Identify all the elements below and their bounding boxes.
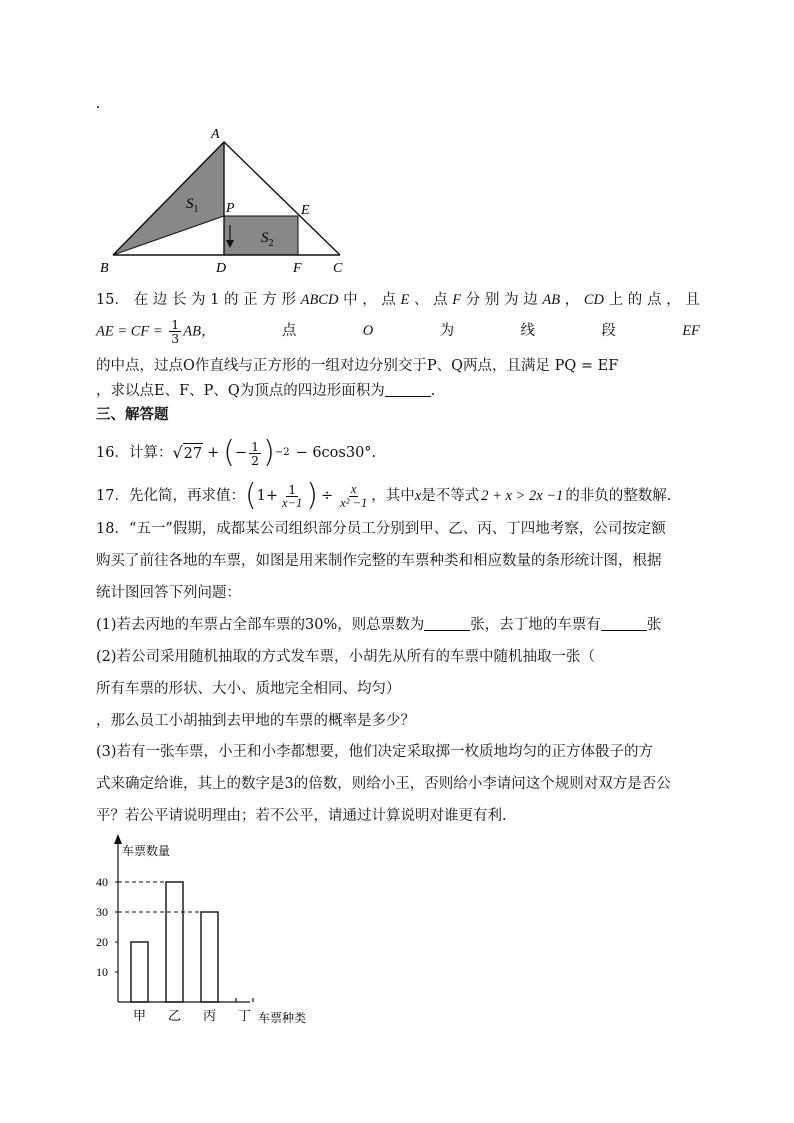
q15-token: 1 bbox=[210, 292, 220, 308]
q17 bbox=[96, 480, 700, 512]
q15-token: ， bbox=[362, 292, 377, 308]
q15-token: 线 bbox=[520, 323, 535, 339]
q15-token: 为 bbox=[439, 323, 455, 339]
q15-line2 bbox=[96, 318, 700, 344]
label-p: P bbox=[226, 201, 235, 216]
q15-number: 15． bbox=[96, 292, 129, 308]
y-tick-label-20: 20 bbox=[96, 935, 108, 949]
q15-token: F bbox=[452, 292, 462, 308]
q15-token: 方 bbox=[262, 292, 277, 308]
label-s1: $S_1$ bbox=[186, 196, 199, 215]
q15-frac-num: 1 bbox=[171, 316, 180, 332]
q15-token: 段 bbox=[601, 323, 616, 339]
paren-close: ) bbox=[263, 435, 275, 470]
stray-mark bbox=[97, 106, 99, 108]
category-label-甲: 甲 bbox=[133, 1008, 147, 1023]
label-b: B bbox=[100, 261, 109, 276]
answer-blank-ding[interactable] bbox=[601, 616, 647, 631]
q18-line3: 统计图回答下列问题： bbox=[96, 585, 241, 601]
q15-line4 bbox=[96, 381, 700, 401]
q16-radicand: 27 bbox=[183, 443, 203, 464]
q15-token: 分 bbox=[465, 292, 481, 308]
q18-part2-c: ，那么员工小胡抽到去甲地的车票的概率是多少？ bbox=[96, 713, 415, 729]
q16-exponent: −2 bbox=[274, 447, 290, 458]
q17-label: 先化简，再求值： bbox=[128, 488, 245, 504]
q18-line2: 购买了前往各地的车票，如图是用来制作完整的车票种类和相应数量的条形统计图，根据 bbox=[96, 553, 662, 569]
q15-frac-den: 3 bbox=[171, 330, 180, 346]
q16-frac-num: 1 bbox=[251, 438, 260, 454]
q18-line1: 18．“五一”假期，成都某公司组织部分员工分别到甲、乙、丙、丁四地考察，公司按定额 bbox=[96, 521, 666, 537]
q16-tail: − 6cos30°. bbox=[295, 445, 377, 461]
bar-丙 bbox=[201, 912, 218, 1002]
answer-blank[interactable] bbox=[385, 382, 431, 397]
q17-f1-num: 1 bbox=[288, 481, 297, 497]
q15-token: CD bbox=[583, 292, 605, 308]
answer-blank-total[interactable] bbox=[424, 616, 470, 631]
label-c: C bbox=[333, 261, 343, 276]
q15-token: 为 bbox=[191, 292, 206, 308]
q15-token: ， bbox=[564, 292, 580, 308]
paren-close: ) bbox=[306, 478, 318, 513]
q17-number: 17． bbox=[96, 488, 129, 504]
q18-p1-c: 张 bbox=[646, 617, 662, 633]
q16-plus: + bbox=[207, 445, 220, 461]
q18-part3-a: (3)若有一张车票，小王和小李都想要，他们决定采取掷一枚质地均匀的正方体骰子的方 bbox=[96, 744, 654, 760]
q16-fraction bbox=[249, 440, 261, 467]
x-axis-label: 车票种类 bbox=[258, 1011, 307, 1025]
q17-fraction-2 bbox=[338, 483, 369, 510]
ticket-bar-chart bbox=[90, 832, 330, 1032]
q16-inner-sign: − bbox=[234, 445, 248, 461]
q15-token: 且 bbox=[685, 292, 700, 308]
q15-token: 长 bbox=[171, 292, 187, 308]
q18-part3-b: 式来确定给谁，其上的数字是3的倍数，则给小王，否则给小李请问这个规则对双方是否公 bbox=[96, 776, 671, 792]
label-e: E bbox=[301, 203, 310, 218]
q17-one-plus: 1+ bbox=[256, 488, 279, 504]
q15-token: E bbox=[400, 292, 410, 308]
q17-tail-b: 是不等式 bbox=[421, 488, 480, 504]
q17-fraction-1 bbox=[280, 483, 304, 510]
bar-甲 bbox=[131, 942, 148, 1002]
q15-token: 正 bbox=[243, 292, 258, 308]
chart-marks bbox=[96, 875, 253, 1023]
q15-token: 边 bbox=[152, 292, 168, 308]
q15-token: 点 bbox=[433, 292, 448, 308]
paren-open: ( bbox=[223, 435, 235, 470]
q16-number: 16． bbox=[96, 445, 129, 461]
geometry-figure bbox=[96, 120, 366, 280]
q15-token: 、 bbox=[414, 292, 429, 308]
q15-token: EF bbox=[682, 323, 700, 339]
q18-part3-c: 平？若公平请说明理由；若不公平，请通过计算说明对谁更有利. bbox=[96, 808, 507, 824]
q18-part2-a: (2)若公司采用随机抽取的方式发车票，小胡先从所有的车票中随机抽取一张（ bbox=[96, 649, 596, 665]
q15-token: 的 bbox=[627, 292, 643, 308]
q15-line1 bbox=[96, 290, 700, 310]
q15-token: AB bbox=[542, 292, 561, 308]
q15-token: 点 bbox=[381, 292, 396, 308]
y-tick-label-40: 40 bbox=[96, 875, 108, 889]
label-s2: $S_2$ bbox=[261, 230, 274, 249]
q15-token: 在 bbox=[133, 292, 149, 308]
category-label-丙: 丙 bbox=[203, 1008, 217, 1023]
category-label-乙: 乙 bbox=[168, 1008, 182, 1023]
q15-token: 的 bbox=[224, 292, 239, 308]
paren-open: ( bbox=[244, 478, 257, 513]
q17-div: ÷ bbox=[321, 488, 334, 504]
q15-token: 点 bbox=[646, 292, 662, 308]
bar-乙 bbox=[166, 882, 183, 1002]
q18-p1-a: (1)若去丙地的车票占全部车票的30%，则总票数为 bbox=[96, 617, 425, 633]
q16 bbox=[96, 435, 700, 470]
q15-token: 形 bbox=[281, 292, 296, 308]
q17-var: x bbox=[414, 488, 422, 504]
sqrt-symbol: √ bbox=[172, 443, 183, 462]
q15-token: 上 bbox=[608, 292, 624, 308]
q17-inequality: 2 + x > 2x −1 bbox=[481, 488, 564, 504]
q15-ab: AB， bbox=[183, 323, 216, 339]
y-tick-label-30: 30 bbox=[96, 905, 108, 919]
q18-part2-b: 所有车票的形状、大小、质地完全相同、均匀） bbox=[96, 681, 401, 697]
category-label-丁: 丁 bbox=[238, 1008, 252, 1023]
q17-tail-c: 的非负的整数解. bbox=[565, 488, 672, 504]
q15-period: . bbox=[430, 383, 436, 399]
q15-line2-lead bbox=[96, 318, 215, 345]
q15-token: 点 bbox=[281, 323, 297, 339]
label-a: A bbox=[211, 127, 220, 142]
q15-token: 为 bbox=[504, 292, 519, 308]
q18-p1-b: 张，去丁地的车票有 bbox=[470, 617, 601, 633]
y-axis-label: 车票数量 bbox=[122, 844, 171, 858]
q18-part1 bbox=[96, 615, 700, 635]
q15-line3: 的中点，过点O作直线与正方形的一组对边分别交于P、Q两点，且满足 PQ = EF bbox=[96, 358, 619, 374]
q17-f2-num: x bbox=[350, 481, 357, 496]
q15-eq: AE = CF = bbox=[96, 323, 163, 339]
q15-fraction bbox=[169, 318, 181, 345]
y-tick-label-10: 10 bbox=[96, 965, 108, 979]
y-axis-arrow-icon bbox=[114, 834, 122, 844]
q15-token: ， bbox=[666, 292, 681, 308]
q17-f1-den: x−1 bbox=[282, 495, 303, 510]
label-d: D bbox=[216, 261, 227, 276]
section-title: 三、解答题 bbox=[96, 407, 169, 423]
q15-token: 边 bbox=[523, 292, 538, 308]
q15-token: ABCD bbox=[300, 292, 339, 308]
q17-tail-a: ，其中 bbox=[371, 488, 415, 504]
label-f: F bbox=[293, 261, 302, 276]
q17-f2-den: x² −1 bbox=[340, 495, 368, 510]
q15-line4-text: ，求以点E、F、P、Q为顶点的四边形面积为 bbox=[96, 383, 385, 399]
q15-token: O bbox=[362, 323, 374, 339]
q15-token: 中 bbox=[343, 292, 358, 308]
q16-frac-den: 2 bbox=[251, 452, 260, 468]
q16-label: 计算： bbox=[128, 445, 173, 461]
q15-token: 别 bbox=[484, 292, 500, 308]
